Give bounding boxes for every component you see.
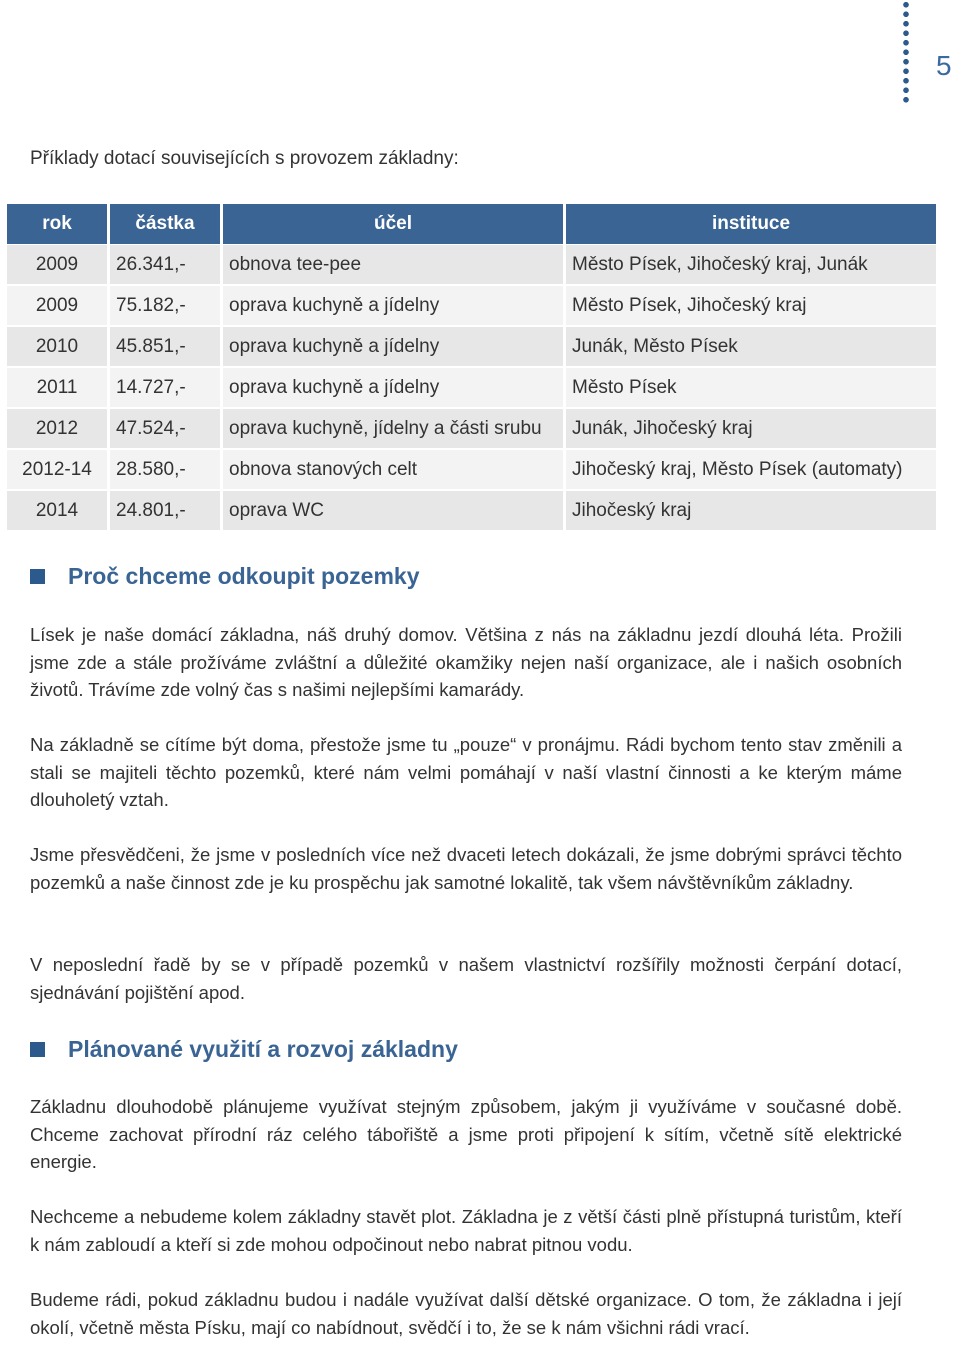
page-number: 5	[936, 50, 952, 81]
paragraph: Nechceme a nebudeme kolem základny stavět plot. Základna je z větší části plně přístupná turistům, kteří k nám zabloudí a kteří si zde mohou odpočinout nebo nabrat pitnou vodu.	[30, 1206, 902, 1255]
table-row	[7, 450, 936, 491]
cell-institution: Město Písek	[566, 368, 936, 409]
table-row	[7, 491, 936, 532]
square-bullet-icon	[30, 1042, 45, 1057]
section-heading-text: Proč chceme odkoupit pozemky	[68, 563, 420, 589]
header-institution: instituce	[566, 204, 936, 245]
cell-amount: 45.851,-	[110, 327, 220, 368]
cell-purpose: oprava kuchyně a jídelny	[223, 327, 563, 368]
cell-year: 2012-14	[7, 450, 107, 491]
table-row	[7, 286, 936, 327]
section-heading-buy-land	[30, 563, 419, 590]
paragraph: Budeme rádi, pokud základnu budou i nadále využívat další dětské organizace. O tom, že základna i její okolí, včetně města Písku, mají co nabídnout, svědčí i to, že se k nám všichni rádi vrací.	[30, 1289, 902, 1338]
paragraph: Základnu dlouhodobě plánujeme využívat stejným způsobem, jakým ji využíváme v současné době. Chceme zachovat přírodní ráz celého tábořiště a jsme proti připojení k sítím, včetně sítě elektrické energie.	[30, 1096, 902, 1172]
cell-purpose: oprava kuchyně a jídelny	[223, 368, 563, 409]
cell-purpose: obnova stanových celt	[223, 450, 563, 491]
cell-purpose: oprava kuchyně a jídelny	[223, 286, 563, 327]
table-row	[7, 245, 936, 286]
cell-institution: Jihočeský kraj	[566, 491, 936, 532]
cell-year: 2009	[7, 286, 107, 327]
square-bullet-icon	[30, 569, 45, 584]
cell-purpose: oprava WC	[223, 491, 563, 532]
header-amount: částka	[110, 204, 220, 245]
cell-year: 2014	[7, 491, 107, 532]
cell-year: 2012	[7, 409, 107, 450]
cell-amount: 75.182,-	[110, 286, 220, 327]
cell-purpose: oprava kuchyně, jídelny a části srubu	[223, 409, 563, 450]
table-intro: Příklady dotací souvisejících s provozem základny:	[30, 148, 459, 169]
cell-year: 2011	[7, 368, 107, 409]
cell-year: 2009	[7, 245, 107, 286]
cell-year: 2010	[7, 327, 107, 368]
cell-institution: Junák, Město Písek	[566, 327, 936, 368]
table-row	[7, 409, 936, 450]
cell-amount: 24.801,-	[110, 491, 220, 532]
cell-amount: 28.580,-	[110, 450, 220, 491]
table-header-row	[7, 204, 936, 245]
section-heading-planned-use	[30, 1036, 458, 1063]
cell-amount: 47.524,-	[110, 409, 220, 450]
section-heading-text: Plánované využití a rozvoj základny	[68, 1036, 458, 1062]
table-row	[7, 327, 936, 368]
subsidies-table	[4, 204, 939, 532]
cell-purpose: obnova tee-pee	[223, 245, 563, 286]
table-row	[7, 368, 936, 409]
header-purpose: účel	[223, 204, 563, 245]
cell-amount: 14.727,-	[110, 368, 220, 409]
dotted-margin-line	[900, 0, 912, 106]
paragraph: V neposlední řadě by se v případě pozemků v našem vlastnictví rozšířily možnosti čerpání dotací, sjednávání pojištění apod.	[30, 954, 902, 1003]
paragraph: Lísek je naše domácí základna, náš druhý domov. Většina z nás na základnu jezdí dlouhá léta. Prožili jsme zde a stále prožíváme zvláštní a důležité okamžiky nejen naší organizace, ale i našich osobních životů. Trávíme zde volný čas s našimi nejlepšími kamarády.	[30, 624, 902, 700]
paragraph: Jsme přesvědčeni, že jsme v posledních více než dvaceti letech dokázali, že jsme dobrými správci těchto pozemků a naše činnost zde je ku prospěchu jak samotné lokalitě, tak všem návštěvníkům základny.	[30, 844, 902, 893]
paragraph: Na základně se cítíme být doma, přestože jsme tu „pouze“ v pronájmu. Rádi bychom tento stav změnili a stali se majiteli těchto pozemků, které nám velmi pomáhají v naší vlastní činnosti a ke kterým máme dlouholetý vztah.	[30, 734, 902, 810]
cell-institution: Jihočeský kraj, Město Písek (automaty)	[566, 450, 936, 491]
cell-amount: 26.341,-	[110, 245, 220, 286]
cell-institution: Město Písek, Jihočeský kraj	[566, 286, 936, 327]
cell-institution: Junák, Jihočeský kraj	[566, 409, 936, 450]
header-year: rok	[7, 204, 107, 245]
cell-institution: Město Písek, Jihočeský kraj, Junák	[566, 245, 936, 286]
